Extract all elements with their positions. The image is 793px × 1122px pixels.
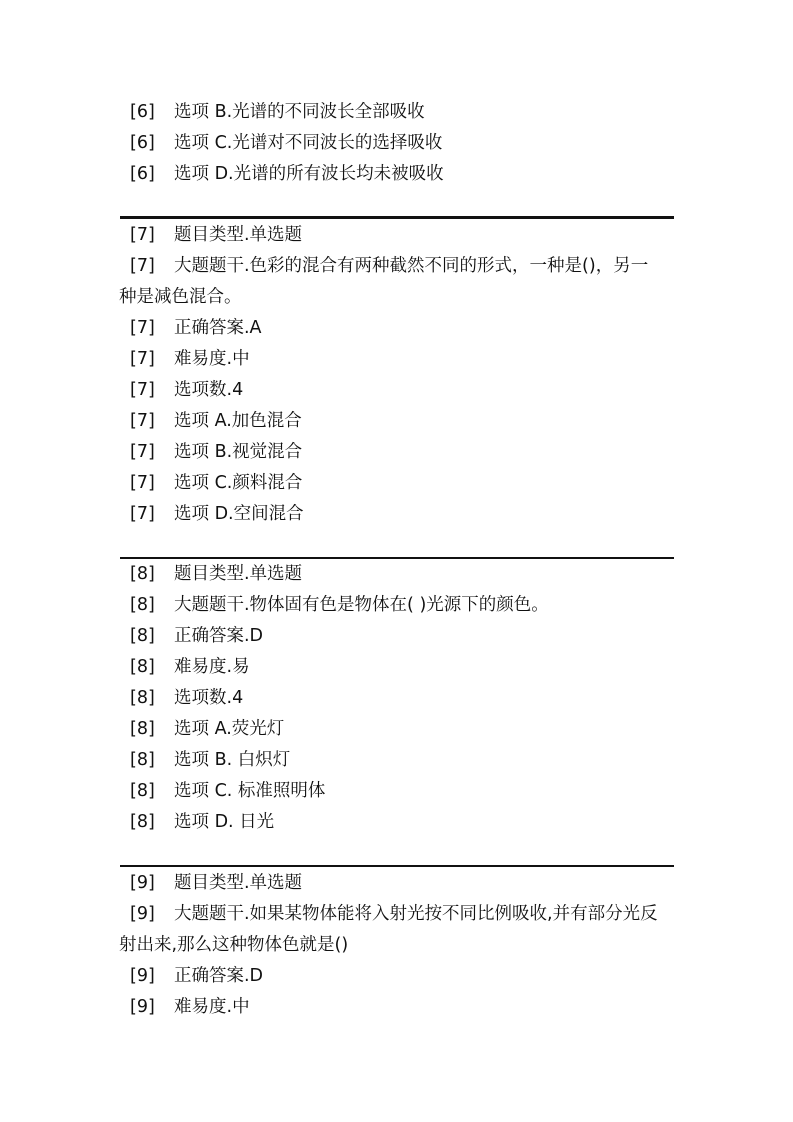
line-text: 选项 B.视觉混合 xyxy=(174,442,303,462)
question-9-stem-continuation xyxy=(119,930,674,961)
line-text: 选项 B. 白炽灯 xyxy=(174,750,291,770)
question-8-option-d xyxy=(119,807,674,838)
question-9-type xyxy=(119,868,674,899)
question-number-tag: [7] xyxy=(130,256,155,276)
question-8-stem xyxy=(119,590,674,621)
line-text: 种是减色混合。 xyxy=(119,287,242,307)
line-text: 选项 C. 标准照明体 xyxy=(174,781,326,801)
question-8-option-a xyxy=(119,714,674,745)
question-number-tag: [8] xyxy=(130,564,155,584)
line-text: 正确答案.D xyxy=(174,966,264,986)
line-text: 选项 C.颜料混合 xyxy=(174,473,303,493)
question-9-difficulty xyxy=(119,992,674,1023)
question-number-tag: [7] xyxy=(130,504,155,524)
line-text: 选项数.4 xyxy=(174,380,244,400)
question-number-tag: [7] xyxy=(130,225,155,245)
question-8-option-count xyxy=(119,683,674,714)
line-text: 选项 D. 日光 xyxy=(174,812,275,832)
line-text: 选项 A.荧光灯 xyxy=(174,719,285,739)
question-number-tag: [9] xyxy=(130,873,155,893)
line-text: 题目类型.单选题 xyxy=(174,564,303,584)
question-number-tag: [7] xyxy=(130,349,155,369)
line-text: 大题题干.如果某物体能将入射光按不同比例吸收,并有部分光反 xyxy=(174,904,658,924)
question-7-block xyxy=(119,220,674,530)
line-text: 射出来,那么这种物体色就是() xyxy=(119,935,349,955)
question-7-difficulty xyxy=(119,344,674,375)
question-number-tag: [8] xyxy=(130,688,155,708)
question-number-tag: [7] xyxy=(130,442,155,462)
question-6-block xyxy=(119,97,674,190)
question-8-block xyxy=(119,559,674,838)
line-text: 难易度.中 xyxy=(174,349,250,369)
question-8-option-b xyxy=(119,745,674,776)
question-9-stem xyxy=(119,899,674,930)
question-6-option-d xyxy=(119,159,674,190)
question-number-tag: [6] xyxy=(130,133,155,153)
line-text: 选项 D.光谱的所有波长均未被吸收 xyxy=(174,164,444,184)
line-text: 选项 D.空间混合 xyxy=(174,504,304,524)
question-number-tag: [7] xyxy=(130,411,155,431)
line-text: 选项 A.加色混合 xyxy=(174,411,302,431)
question-6-option-b xyxy=(119,97,674,128)
line-text: 题目类型.单选题 xyxy=(174,225,303,245)
question-number-tag: [8] xyxy=(130,595,155,615)
line-text: 选项数.4 xyxy=(174,688,244,708)
question-number-tag: [9] xyxy=(130,904,155,924)
question-7-option-count xyxy=(119,375,674,406)
question-7-answer xyxy=(119,313,674,344)
question-number-tag: [8] xyxy=(130,657,155,677)
question-7-option-b xyxy=(119,437,674,468)
question-number-tag: [8] xyxy=(130,750,155,770)
question-8-type xyxy=(119,559,674,590)
question-number-tag: [6] xyxy=(130,164,155,184)
line-text: 大题题干.物体固有色是物体在( )光源下的颜色。 xyxy=(174,595,549,615)
question-7-option-d xyxy=(119,499,674,530)
question-number-tag: [6] xyxy=(130,102,155,122)
question-8-option-c xyxy=(119,776,674,807)
question-number-tag: [9] xyxy=(130,997,155,1017)
question-number-tag: [8] xyxy=(130,812,155,832)
line-text: 选项 C.光谱对不同波长的选择吸收 xyxy=(174,133,443,153)
question-number-tag: [8] xyxy=(130,719,155,739)
question-6-option-c xyxy=(119,128,674,159)
line-text: 难易度.中 xyxy=(174,997,250,1017)
line-text: 难易度.易 xyxy=(174,657,250,677)
question-number-tag: [7] xyxy=(130,380,155,400)
question-number-tag: [9] xyxy=(130,966,155,986)
question-9-answer xyxy=(119,961,674,992)
section-divider xyxy=(120,216,674,219)
question-7-option-a xyxy=(119,406,674,437)
question-number-tag: [8] xyxy=(130,781,155,801)
line-text: 正确答案.D xyxy=(174,626,264,646)
question-8-answer xyxy=(119,621,674,652)
question-7-stem-continuation xyxy=(119,282,674,313)
question-number-tag: [7] xyxy=(130,318,155,338)
question-7-stem xyxy=(119,251,674,282)
line-text: 大题题干.色彩的混合有两种截然不同的形式，一种是()，另一 xyxy=(174,256,649,276)
section-divider xyxy=(120,865,674,867)
line-text: 题目类型.单选题 xyxy=(174,873,303,893)
line-text: 正确答案.A xyxy=(174,318,262,338)
question-number-tag: [7] xyxy=(130,473,155,493)
question-7-type xyxy=(119,220,674,251)
line-text: 选项 B.光谱的不同波长全部吸收 xyxy=(174,102,425,122)
question-7-option-c xyxy=(119,468,674,499)
question-8-difficulty xyxy=(119,652,674,683)
question-9-block xyxy=(119,868,674,1023)
question-number-tag: [8] xyxy=(130,626,155,646)
